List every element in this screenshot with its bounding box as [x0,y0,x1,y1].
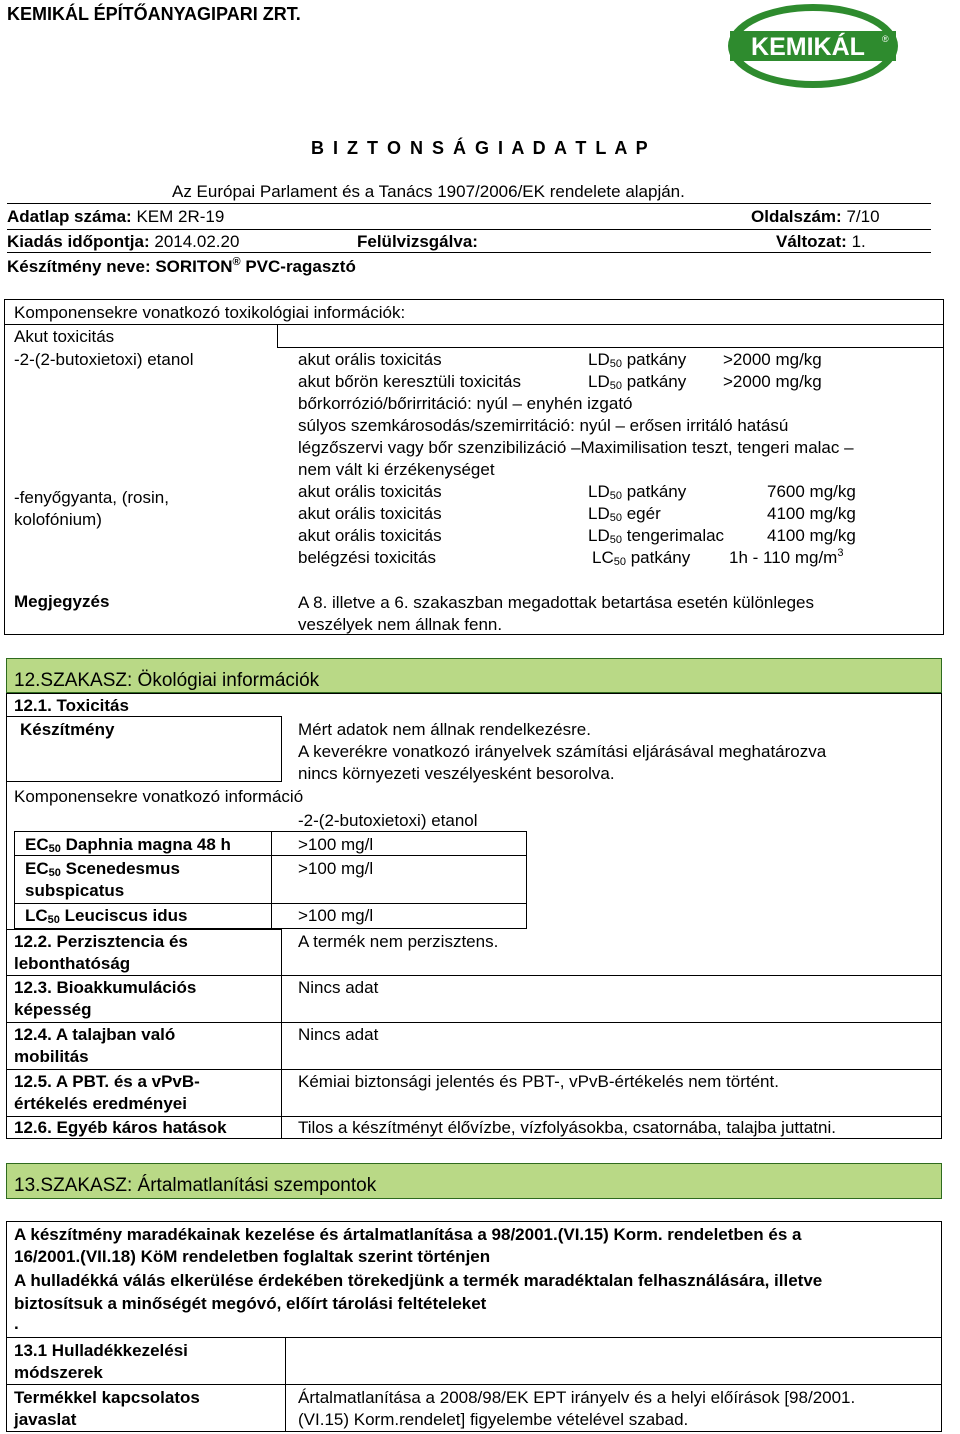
disposal-value-2: (VI.15) Korm.rendelet] figyelembe vételével szabad. [298,1410,689,1429]
logo-text: KEMIKÁL [751,33,865,61]
tox-row-measure: $LD_{50}$ egér [588,504,661,524]
tox-heading: Komponensekre vonatkozó toxikológiai információk: [14,303,406,322]
tox-row-value: 7600 mg/kg [767,482,856,501]
tox-row: belégzési toxicitás [298,548,436,567]
ecotox-row: $LC_{50}$ Leuciscus idus [25,906,188,926]
preparation-label: Készítmény [20,720,115,739]
bioaccumulation-value: Nincs adat [298,978,379,997]
tox-row-value: 4100 mg/kg [767,504,856,523]
company-name: KEMIKÁL ÉPÍTŐANYAGIPARI ZRT. [7,4,301,24]
pbt-value: Kémiai biztonsági jelentés és PBT-, vPvB-értékelés nem történt. [298,1072,779,1091]
tox-row: bőrkorrózió/bőrirritáció: nyúl – enyhén izgató [298,394,633,413]
svg-text:®: ® [882,34,889,44]
tox-row: légzőszervi vagy bőr szenzibilizáció –Maximilisation teszt, tengeri malac – [298,438,854,457]
section-13-title: 13.SZAKASZ: Ártalmatlanítási szempontok [14,1175,377,1196]
toxicity-heading: 12.1. Toxicitás [14,696,129,715]
section-12-title: 12.SZAKASZ: Ökológiai információk [14,670,320,691]
tox-row-measure: $LC_{50}$ patkány [592,548,691,568]
other-effects-value: Tilos a készítményt élővízbe, vízfolyásokba, csatornába, talajba juttatni. [298,1118,836,1137]
tox-row-value: >2000 mg/kg [723,350,822,369]
tox-row: akut orális toxicitás [298,504,442,523]
sheet-number: Adatlap száma: KEM 2R-19 [7,207,225,226]
tox-row-measure: $LD_{50}$ patkány [588,372,687,392]
mobility-value: Nincs adat [298,1025,379,1044]
component-name: -2-(2-butoxietoxi) etanol [298,811,478,830]
ecotox-row: $EC_{50}$ Scenedesmus [25,859,180,879]
tox-row: súlyos szemkárosodás/szemirritáció: nyúl – erősen irritáló hatású [298,416,789,435]
version: Változat: 1. [776,232,866,251]
tox-row: akut bőrön keresztüli toxicitás [298,372,521,391]
tox-row-value: 4100 mg/kg [767,526,856,545]
kemikal-logo [726,2,900,90]
tox-row: akut orális toxicitás [298,482,442,501]
page-number: Oldalszám: 7/10 [751,207,880,226]
tox-row-value: 1h - 110 $mg/m^3$ [729,547,844,567]
tox-row: nem vált ki érzékenységet [298,460,495,479]
review-label: Felülvizsgálva: [357,232,478,251]
tox-row-measure: $LD_{50}$ patkány [588,350,687,370]
component-2-line-2: kolofónium) [14,510,102,529]
ecotox-row: $EC_{50}$ Daphnia magna 48 h [25,835,231,855]
persistence-value: A termék nem perzisztens. [298,932,499,951]
disposal-value-1: Ártalmatlanítása a 2008/98/EK EPT irányelv és a helyi előírások [98/2001. [298,1388,856,1407]
tox-row: akut orális toxicitás [298,526,442,545]
tox-row-value: >2000 mg/kg [723,372,822,391]
tox-row-measure: $LD_{50}$ patkány [588,482,687,502]
document-title: B I Z T O N S Á G I A D A T L A P [311,138,650,158]
component-info: Komponensekre vonatkozó információ [14,787,304,806]
note-label: Megjegyzés [14,592,110,611]
issue-date: Kiadás időpontja: 2014.02.20 [7,232,240,251]
component-1: -2-(2-butoxietoxi) etanol [14,350,194,369]
note-line-1: A 8. illetve a 6. szakaszban megadottak betartása esetén különleges [298,593,814,612]
acute-toxicity: Akut toxicitás [14,327,115,346]
tox-row: akut orális toxicitás [298,350,442,369]
note-line-2: veszélyek nem állnak fenn. [298,615,503,634]
tox-row-measure: $LD_{50}$ tengerimalac [588,526,725,546]
component-2-line-1: -fenyőgyanta, (rosin, [14,488,169,507]
regulation-line: Az Európai Parlament és a Tanács 1907/2006/EK rendelete alapján. [172,182,685,201]
product-name: Készítmény neve: SORITON® PVC-ragasztó [7,256,356,276]
